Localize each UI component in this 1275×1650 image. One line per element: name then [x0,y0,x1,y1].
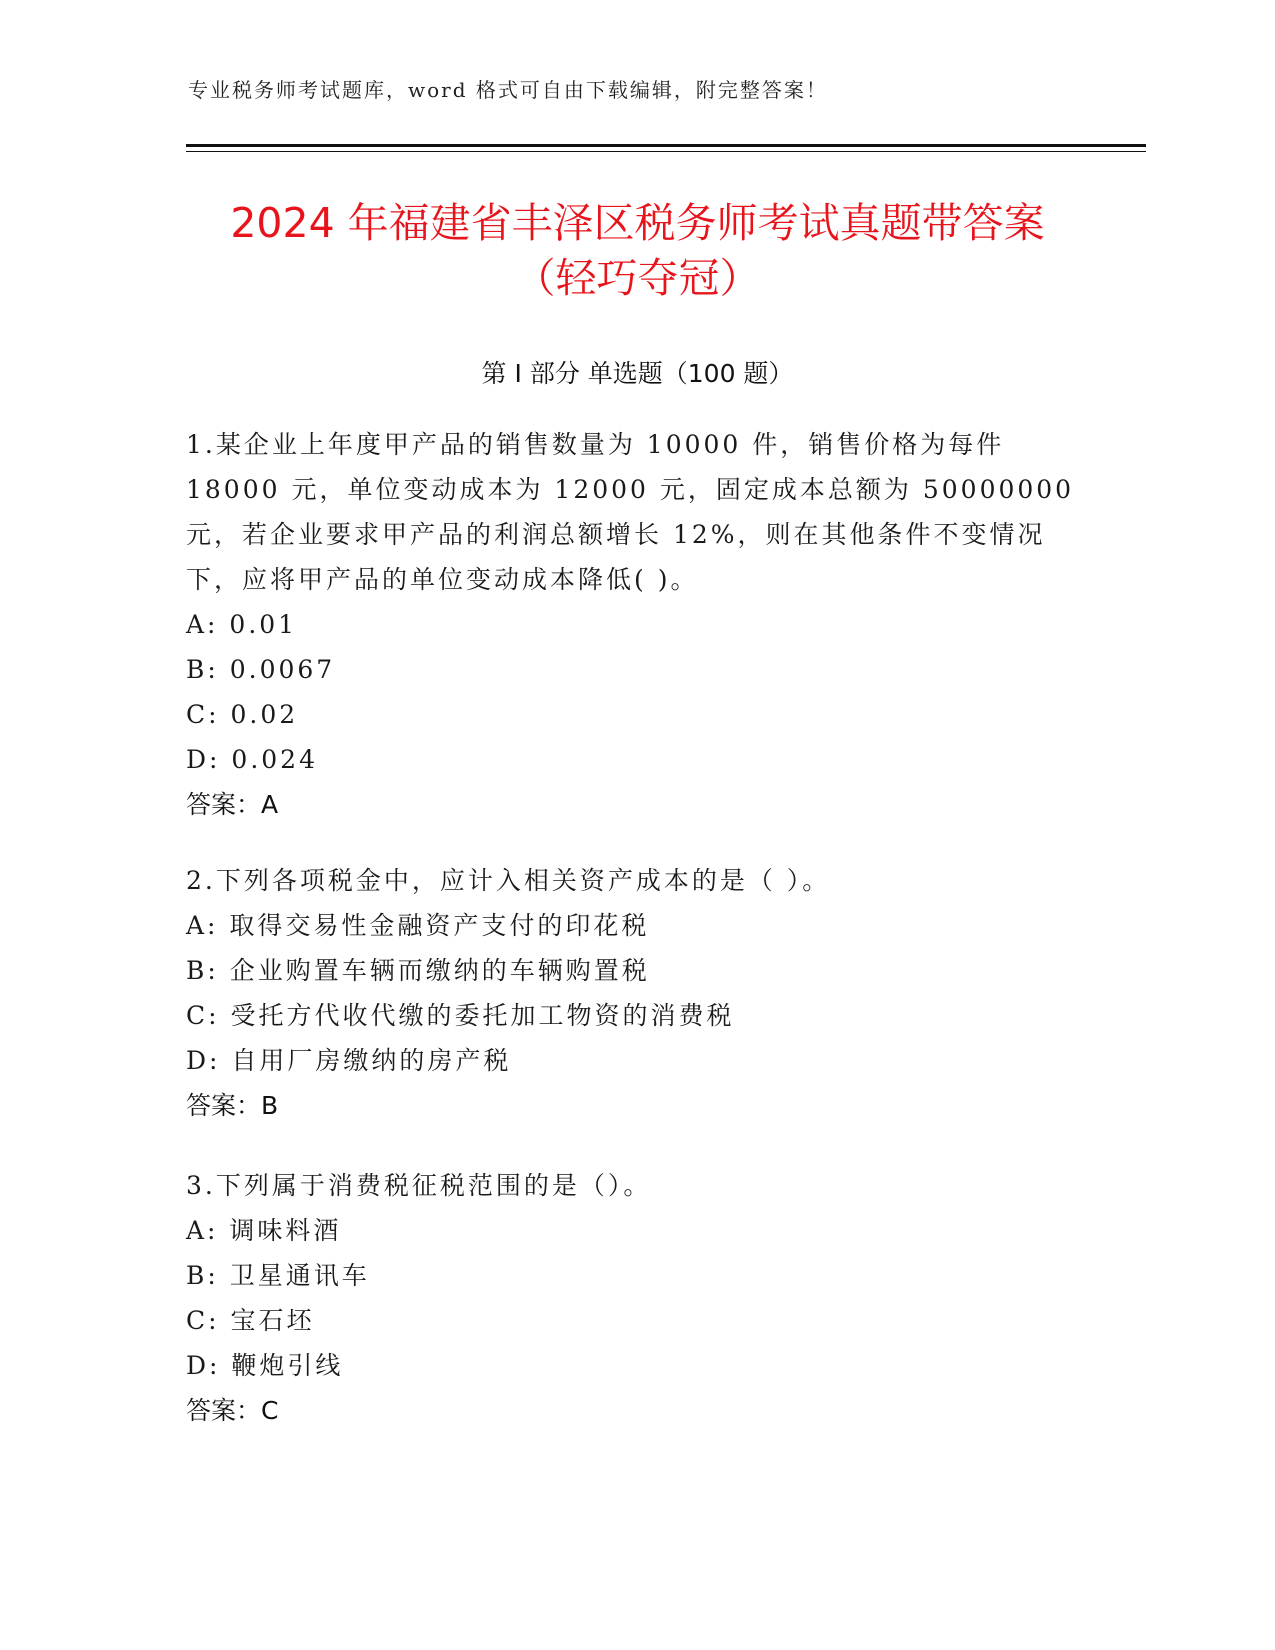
answer-line [186,1388,1086,1433]
answer-label: 答案： [186,1091,262,1120]
answer-value: A [261,790,279,819]
question-stem: 1.某企业上年度甲产品的销售数量为 10000 件，销售价格为每件 18000 元，单位变动成本为 12000 元，固定成本总额为 50000000 元，若企业要求甲产品的利润总额增长 12%，则在其他条件不变情况下，应将甲产品的单位变动成本降低( )。 [186,430,1075,594]
option-b: B: 0.0067 [186,655,336,684]
option-d: D: 自用厂房缴纳的房产税 [186,1046,512,1075]
answer-value: C [261,1396,279,1425]
option-b: B: 卫星通讯车 [186,1261,370,1290]
page-title [0,196,1275,306]
header-rule-thin [186,151,1146,152]
answer-line [186,1083,1086,1128]
option-c: C: 受托方代收代缴的委托加工物资的消费税 [186,1001,735,1030]
question-3 [186,1163,1086,1433]
question-stem: 3.下列属于消费税征税范围的是（）。 [186,1171,652,1200]
question-1 [186,422,1086,827]
title-line-2: （轻巧夺冠） [514,254,761,302]
option-d: D: 0.024 [186,745,318,774]
answer-value: B [261,1091,279,1120]
option-d: D: 鞭炮引线 [186,1351,344,1380]
option-a: A: 调味料酒 [186,1216,342,1245]
option-c: C: 宝石坯 [186,1306,315,1335]
option-a: A: 取得交易性金融资产支付的印花税 [186,911,650,940]
option-a: A: 0.01 [186,610,298,639]
question-stem: 2.下列各项税金中，应计入相关资产成本的是（ ）。 [186,866,831,895]
title-line-1: 2024 年福建省丰泽区税务师考试真题带答案 [230,199,1045,247]
section-title: 第 I 部分 单选题（100 题） [481,359,794,388]
option-b: B: 企业购置车辆而缴纳的车辆购置税 [186,956,650,985]
option-c: C: 0.02 [186,700,299,729]
answer-label: 答案： [186,790,262,819]
question-2 [186,858,1086,1128]
answer-label: 答案： [186,1396,262,1425]
header-note: 专业税务师考试题库，word 格式可自由下载编辑，附完整答案！ [188,78,828,102]
answer-line [186,782,1086,827]
header-rule-thick [186,144,1146,147]
